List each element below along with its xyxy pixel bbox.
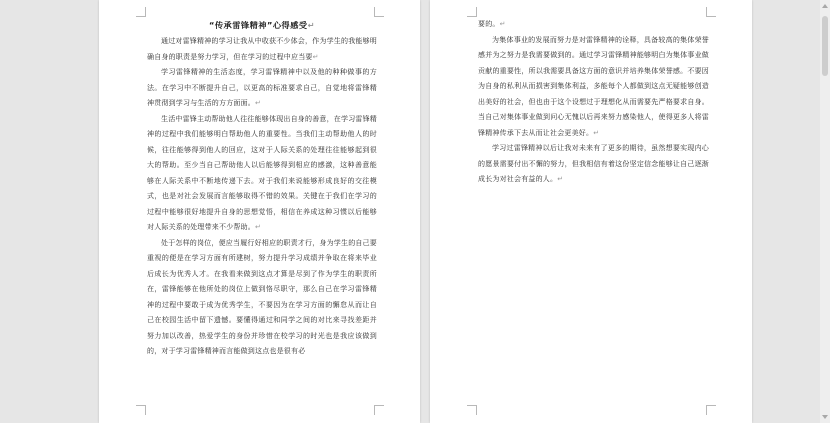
scroll-thumb[interactable] [822, 16, 828, 76]
margin-corner-bottom-right [374, 405, 384, 415]
margin-corner-bottom-left [136, 405, 146, 415]
paragraph-mark: ↵ [593, 128, 600, 137]
vertical-scrollbar[interactable] [820, 0, 830, 423]
paragraph-mark: ↵ [499, 20, 506, 28]
paragraph-mark: ↵ [255, 99, 262, 107]
page-2-text[interactable] [478, 17, 709, 188]
paragraph[interactable]: 处于怎样的岗位，便应当履行好相应的职责才行，身为学生的自己要重视的便是在学习方面有所建树，努力提升学习成绩并争取在将来毕业后成长为优秀人才。在我看来做到这点才算是尽到了作为学生的职责所在，雷锋能够在他所处的岗位上做到恪尽职守，那么自己在学习雷锋精神的过程中要敢于成为优秀学生，不要因为在学习方面的懈怠从而让自己在校园生活中留下遗憾。要懂得通过和同学之间的对比来寻找差距并努力加以改善，热爱学生的身份并珍惜在校学习的时光也是我应该做到的，对于学习雷锋精神而言能做到这点也是很有必 [147, 238, 377, 355]
margin-corner-top-right [706, 7, 716, 17]
paragraph-mark: ↵ [312, 52, 319, 61]
paragraph-mark: ↵ [557, 175, 564, 183]
margin-corner-bottom-left [467, 405, 477, 415]
margin-corner-top-left [467, 7, 477, 17]
paragraph-mark: ↵ [307, 20, 315, 30]
paragraph[interactable]: 要的。↵ [478, 20, 506, 28]
margin-corner-bottom-right [706, 405, 716, 415]
paragraph[interactable]: 为集体事业的发展而努力是对雷锋精神的诠释，具备较高的集体荣誉感并为之努力是我需要做到的。通过学习雷锋精神能够明白为集体事业做贡献的重要性，所以我需要具备这方面的意识并培养集体荣誉感。不要因为自身的私利从而损害到集体利益，多能每个人都做到这点无疑能够创造出美好的社会，但也由于这个设想过于理想化从而需要先严格要求自身。当自己对集体事业做到问心无愧以后再来努力感染他人，使得更多人将雷锋精神传承下去从而让社会更美好。↵ [478, 35, 709, 137]
scroll-up-arrow-icon[interactable] [822, 4, 828, 8]
paragraph[interactable]: 通过对雷锋精神的学习让我从中收获不少体会，作为学生的我能够明确自身的职责是努力学习，但在学习的过程中应当要↵ [147, 37, 377, 61]
document-page-2[interactable] [430, 0, 752, 423]
document-title[interactable]: “传承雷锋精神”心得感受↵ [208, 20, 315, 30]
paragraph[interactable]: 学习雷锋精神的生活态度，学习雷锋精神中以及他的种种做事的方法。在学习中不断提升自己，以更高的标准要求自己，自觉地将雷锋精神贯彻到学习与生活的方方面面。↵ [147, 68, 377, 107]
paragraph[interactable]: 学习过雷锋精神以后让我对未来有了更多的期待，虽然想要实现内心的愿景需要付出不懈的努力，但我相信有着这份坚定信念能够让自己逐渐成长为对社会有益的人。↵ [478, 144, 709, 183]
paragraph-mark: ↵ [255, 223, 262, 231]
margin-corner-top-right [374, 7, 384, 17]
page-1-text[interactable] [147, 18, 377, 360]
scroll-down-arrow-icon[interactable] [822, 415, 828, 419]
document-page-1[interactable] [99, 0, 420, 423]
margin-corner-top-left [136, 7, 146, 17]
paragraph[interactable]: 生活中雷锋主动帮助他人往往能够体现出自身的善意，在学习雷锋精神的过程中我们能够明白帮助他人的重要性。当我们主动帮助他人的时候，往往能够得到他人的回应，这对于人际关系的处理往往能够起到很大的帮助。至少当自己帮助他人以后能够得到相应的感激，这种善意能够在人际关系中不断地传递下去。对于我们来说能够形成良好的交往模式，也是对社会发展而言能够取得不错的效果。关键在于我们在学习的过程中能够很好地提升自身的思想觉悟，相信在养成这种习惯以后能够对人际关系的处理带来不少帮助。↵ [147, 114, 377, 231]
